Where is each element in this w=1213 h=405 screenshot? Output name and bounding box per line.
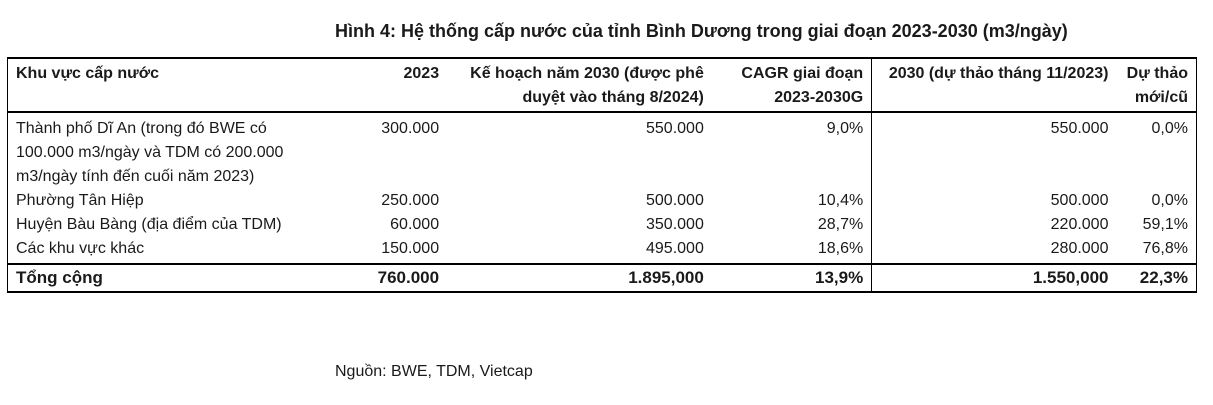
cell-area: Huyện Bàu Bàng (địa điểm của TDM) [8,213,308,237]
cell-plan-2030: 500.000 [646,192,704,209]
table-row [8,189,1197,213]
cell-2023: 300.000 [381,120,440,137]
cell-cagr: 10,4% [817,192,864,209]
cell-2023: 60.000 [390,216,440,233]
cell-plan-2030: 550.000 [646,120,704,137]
table-row [8,237,1197,264]
total-2023: 760.000 [307,264,447,292]
figure-title: Hình 4: Hệ thống cấp nước của tỉnh Bình Dương trong giai đoạn 2023-2030 (m3/ngày) [335,21,1068,41]
header-area: Khu vực cấp nước [8,58,308,112]
total-cagr: 13,9% [712,264,872,292]
cell-cagr: 18,6% [817,240,864,257]
total-new-old: 22,3% [1116,264,1196,292]
cell-2030-draft: 280.000 [872,237,1117,264]
cell-cagr: 9,0% [826,120,864,137]
total-plan-2030: 1.895,000 [447,264,712,292]
cell-2023: 150.000 [381,240,440,257]
cell-area: Phường Tân Hiệp [8,189,308,213]
cell-area: Các khu vực khác [8,237,308,264]
header-2030-draft: 2030 (dự thảo tháng 11/2023) [872,58,1117,112]
cell-2030-draft: 220.000 [872,213,1117,237]
total-label: Tổng cộng [8,264,308,292]
header-plan-2030: Kế hoạch năm 2030 (được phê duyệt vào tháng 8/2024) [447,58,712,112]
table-row [8,213,1197,237]
header-row [8,58,1197,112]
cell-plan-2030: 350.000 [646,216,704,233]
header-new-old: Dự thảo mới/cũ [1116,58,1196,112]
total-row [8,264,1197,292]
header-2023: 2023 [307,58,447,112]
cell-plan-2030: 495.000 [646,240,704,257]
table-row [8,112,1197,189]
cell-2030-draft: 550.000 [872,112,1117,189]
header-cagr: CAGR giai đoạn 2023-2030G [712,58,872,112]
cell-area: Thành phố Dĩ An (trong đó BWE có 100.000 m3/ngày và TDM có 200.000 m3/ngày tính đến cuối năm 2023) [8,112,308,189]
water-supply-table [7,57,1197,293]
total-2030-draft: 1.550,000 [872,264,1117,292]
cell-new-old: 76,8% [1116,237,1196,264]
cell-cagr: 28,7% [817,216,864,233]
cell-new-old: 0,0% [1116,112,1196,189]
cell-2030-draft: 500.000 [872,189,1117,213]
cell-new-old: 59,1% [1116,213,1196,237]
source-note: Nguồn: BWE, TDM, Vietcap [335,363,533,380]
cell-2023: 250.000 [381,192,440,209]
cell-new-old: 0,0% [1116,189,1196,213]
